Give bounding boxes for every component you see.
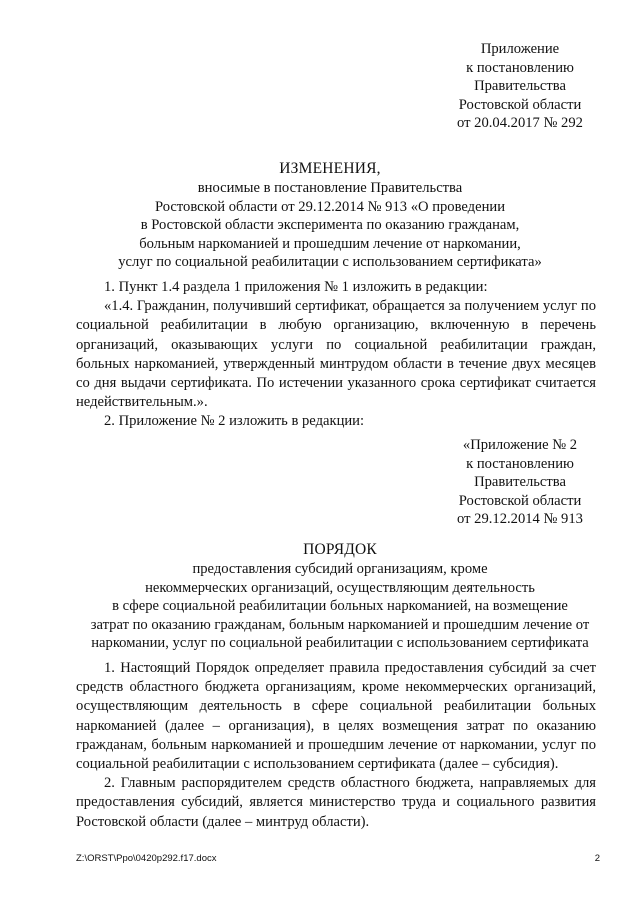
changes-subtitle-line: Ростовской области от 29.12.2014 № 913 «О проведении [154,198,506,215]
order-heading [60,540,620,653]
annex-header-line: Приложение [480,41,560,57]
order-title: ПОРЯДОК [303,541,377,558]
changes-title: ИЗМЕНЕНИЯ, [279,160,381,177]
changes-subtitle-line: больным наркоманией и прошедшим лечение от наркомании, [139,235,521,252]
order-paragraph-2: 2. Главным распорядителем средств областного бюджета, направляемых для предоставления субсидий, является министерство труда и социального развития Ростовской области (далее – минтруд области). [76,775,596,830]
page-number: 2 [594,853,600,864]
changes-subtitle-line: в Ростовской области эксперимента по оказанию гражданам, [140,217,520,234]
annex2-header [420,436,620,529]
changes-subtitle-line: услуг по социальной реабилитации с использованием сертификата» [118,254,542,271]
file-path: Z:\ORST\Ppo\0420p292.f17.docx [76,853,217,864]
changes-heading [60,159,600,272]
order-subtitle-line: предоставления субсидий организациям, кроме [192,561,488,577]
annex2-header-line: от 29.12.2014 № 913 [457,511,583,528]
order-subtitle-line: некоммерческих организаций, осуществляющим деятельность [145,579,535,596]
annex2-header-line: к постановлению [466,455,574,472]
item1-intro: 1. Пункт 1.4 раздела 1 приложения № 1 изложить в редакции: [104,279,488,295]
item1-quote: «1.4. Гражданин, получивший сертификат, обращается за получением услуг по социальной реабилитации в любую организацию, включенную в перечень организаций, оказывающих услуги по социальной реабилитации граждан, больных наркоманией, утвержденный минтрудом области в течение двух месяцев со дня выдачи сертификата. По истечении указанного срока сертификат считается недействительным.». [76,298,596,411]
item1-block [76,278,596,432]
annex-header [420,40,620,133]
order-subtitle-line: наркомании, услуг по социальной реабилитации с использованием сертификата [91,635,589,652]
annex2-header-line: Правительства [474,474,566,491]
annex-header-line: к постановлению [466,59,574,76]
order-subtitle-line: в сфере социальной реабилитации больных наркоманией, на возмещение [112,598,568,615]
annex-header-line: от 20.04.2017 № 292 [457,115,583,132]
order-subtitle-line: затрат по оказанию гражданам, больным наркоманией и прошедшим лечение от [90,616,590,633]
page-footer [76,853,600,867]
annex-header-line: Правительства [474,78,566,95]
changes-subtitle-line: вносимые в постановление Правительства [197,180,463,196]
annex-header-line: Ростовской области [458,96,582,113]
item2-intro: 2. Приложение № 2 изложить в редакции: [104,413,365,430]
annex2-header-line: «Приложение № 2 [462,437,578,453]
order-body [76,659,596,832]
order-paragraph-1: 1. Настоящий Порядок определяет правила предоставления субсидий за счет средств областного бюджета организациям, кроме некоммерческих организаций, осуществляющим деятельность в сфере социальной реабилитации больных наркоманией (далее – организация), в целях возмещения затрат по оказанию гражданам, больным наркоманией и прошедшим лечение от наркомании, услуг по социальной реабилитации с использованием сертификата (далее – субсидия). [76,660,596,773]
annex2-header-line: Ростовской области [458,492,582,509]
